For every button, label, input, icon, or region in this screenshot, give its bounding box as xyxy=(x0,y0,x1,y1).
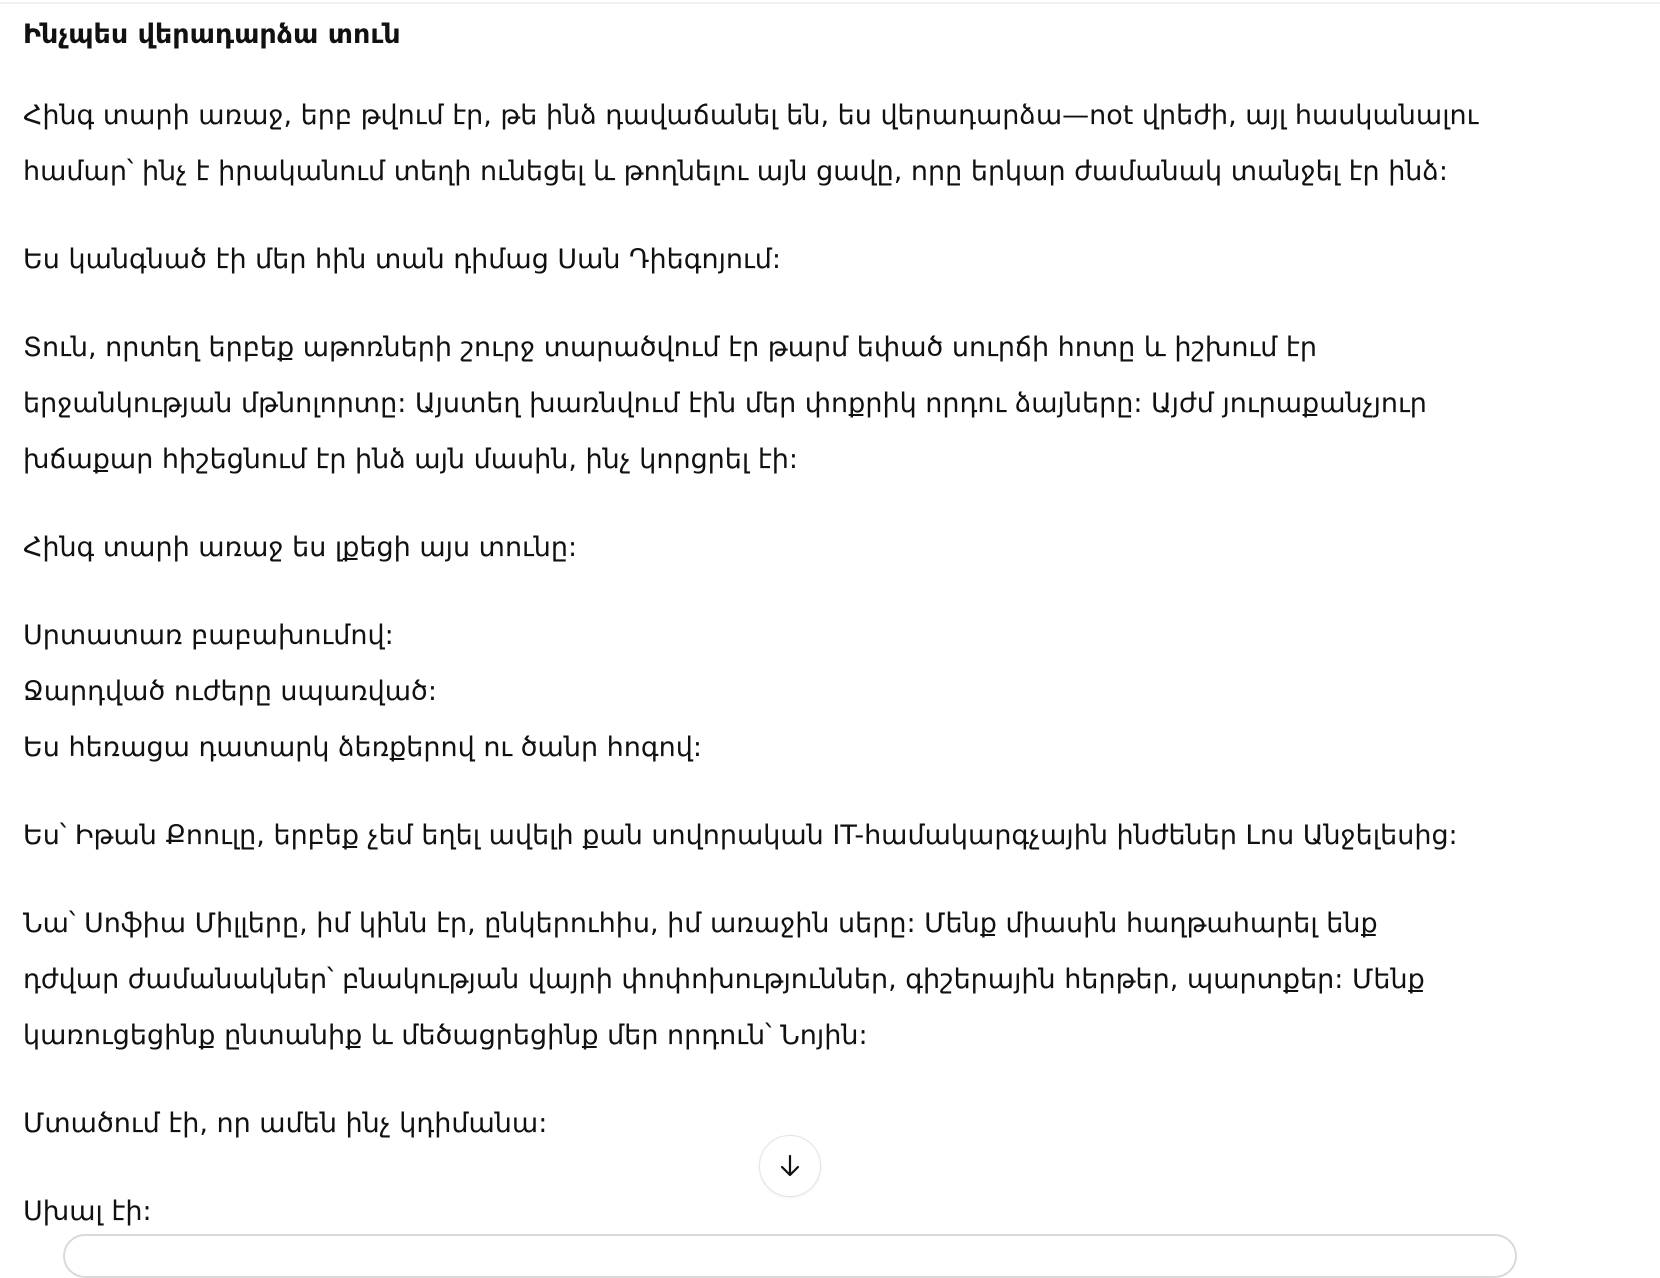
paragraph-line: Սխալ էի: xyxy=(23,1196,152,1227)
paragraph-line: Ես՝ Իթան Քոուլը, երբեք չեմ եղել ավելի քան սովորական IT-համակարգչային ինժեներ Լոս Անջելեսից: xyxy=(23,820,1458,851)
story-paragraph xyxy=(23,1096,1620,1152)
paragraph-line: դժվար ժամանակներ՝ բնակության վայրի փոփոխություններ, գիշերային հերթեր, պարտքեր: Մենք xyxy=(23,964,1425,995)
story-title: Ինչպես վերադարձա տուն xyxy=(23,19,401,50)
paragraph-line: կառուցեցինք ընտանիք և մեծացրեցինք մեր որդուն՝ Նոյին: xyxy=(23,1020,868,1051)
story-paragraph xyxy=(23,88,1620,200)
paragraph-line: Ես հեռացա դատարկ ձեռքերով ու ծանր հոգով: xyxy=(23,732,702,763)
story-paragraph xyxy=(23,1184,1620,1240)
paragraph-line: խճաքար հիշեցնում էր ինձ այն մասին, ինչ կորցրել էի: xyxy=(23,444,798,475)
paragraph-line: Տուն, որտեղ երբեք աթոռների շուրջ տարածվում էր թարմ եփած սուրճի հոտը և իշխում էր xyxy=(23,332,1317,363)
message-content xyxy=(23,14,1620,1272)
paragraph-line: Հինգ տարի առաջ ես լքեցի այս տունը: xyxy=(23,532,578,563)
story-paragraph xyxy=(23,320,1620,488)
story-paragraph xyxy=(23,608,1620,776)
scroll-to-bottom-button[interactable] xyxy=(759,1135,821,1197)
paragraph-line: Նա՝ Սոֆիա Միլլերը, իմ կինն էր, ընկերուհիս, իմ առաջին սերը: Մենք միասին հաղթահարել ենք xyxy=(23,908,1378,939)
story-paragraph xyxy=(23,896,1620,1064)
story-paragraph xyxy=(23,808,1620,864)
paragraph-line: համար՝ ինչ է իրականում տեղի ունեցել և թողնելու այն ցավը, որը երկար ժամանակ տանջել էր ինձ: xyxy=(23,156,1448,187)
story-paragraph xyxy=(23,232,1620,288)
top-divider xyxy=(0,2,1660,4)
story-body xyxy=(23,88,1620,1240)
paragraph-line: Ջարդված ուժերը սպառված: xyxy=(23,676,437,707)
arrow-down-icon xyxy=(776,1152,804,1180)
paragraph-line: Մտածում էի, որ ամեն ինչ կդիմանա: xyxy=(23,1108,548,1139)
message-composer[interactable] xyxy=(63,1234,1517,1278)
paragraph-line: երջանկության մթնոլորտը: Այստեղ խառնվում էին մեր փոքրիկ որդու ձայները: Այժմ յուրաքանչյուր xyxy=(23,388,1427,419)
paragraph-line: Հինգ տարի առաջ, երբ թվում էր, թե ինձ դավաճանել են, ես վերադարձա—not վրեժի, այլ հասկանալու xyxy=(23,100,1479,131)
paragraph-line: Ես կանգնած էի մեր հին տան դիմաց Սան Դիեգոյում: xyxy=(23,244,781,275)
paragraph-line: Սրտատառ բաբախումով: xyxy=(23,620,394,651)
story-paragraph xyxy=(23,520,1620,576)
